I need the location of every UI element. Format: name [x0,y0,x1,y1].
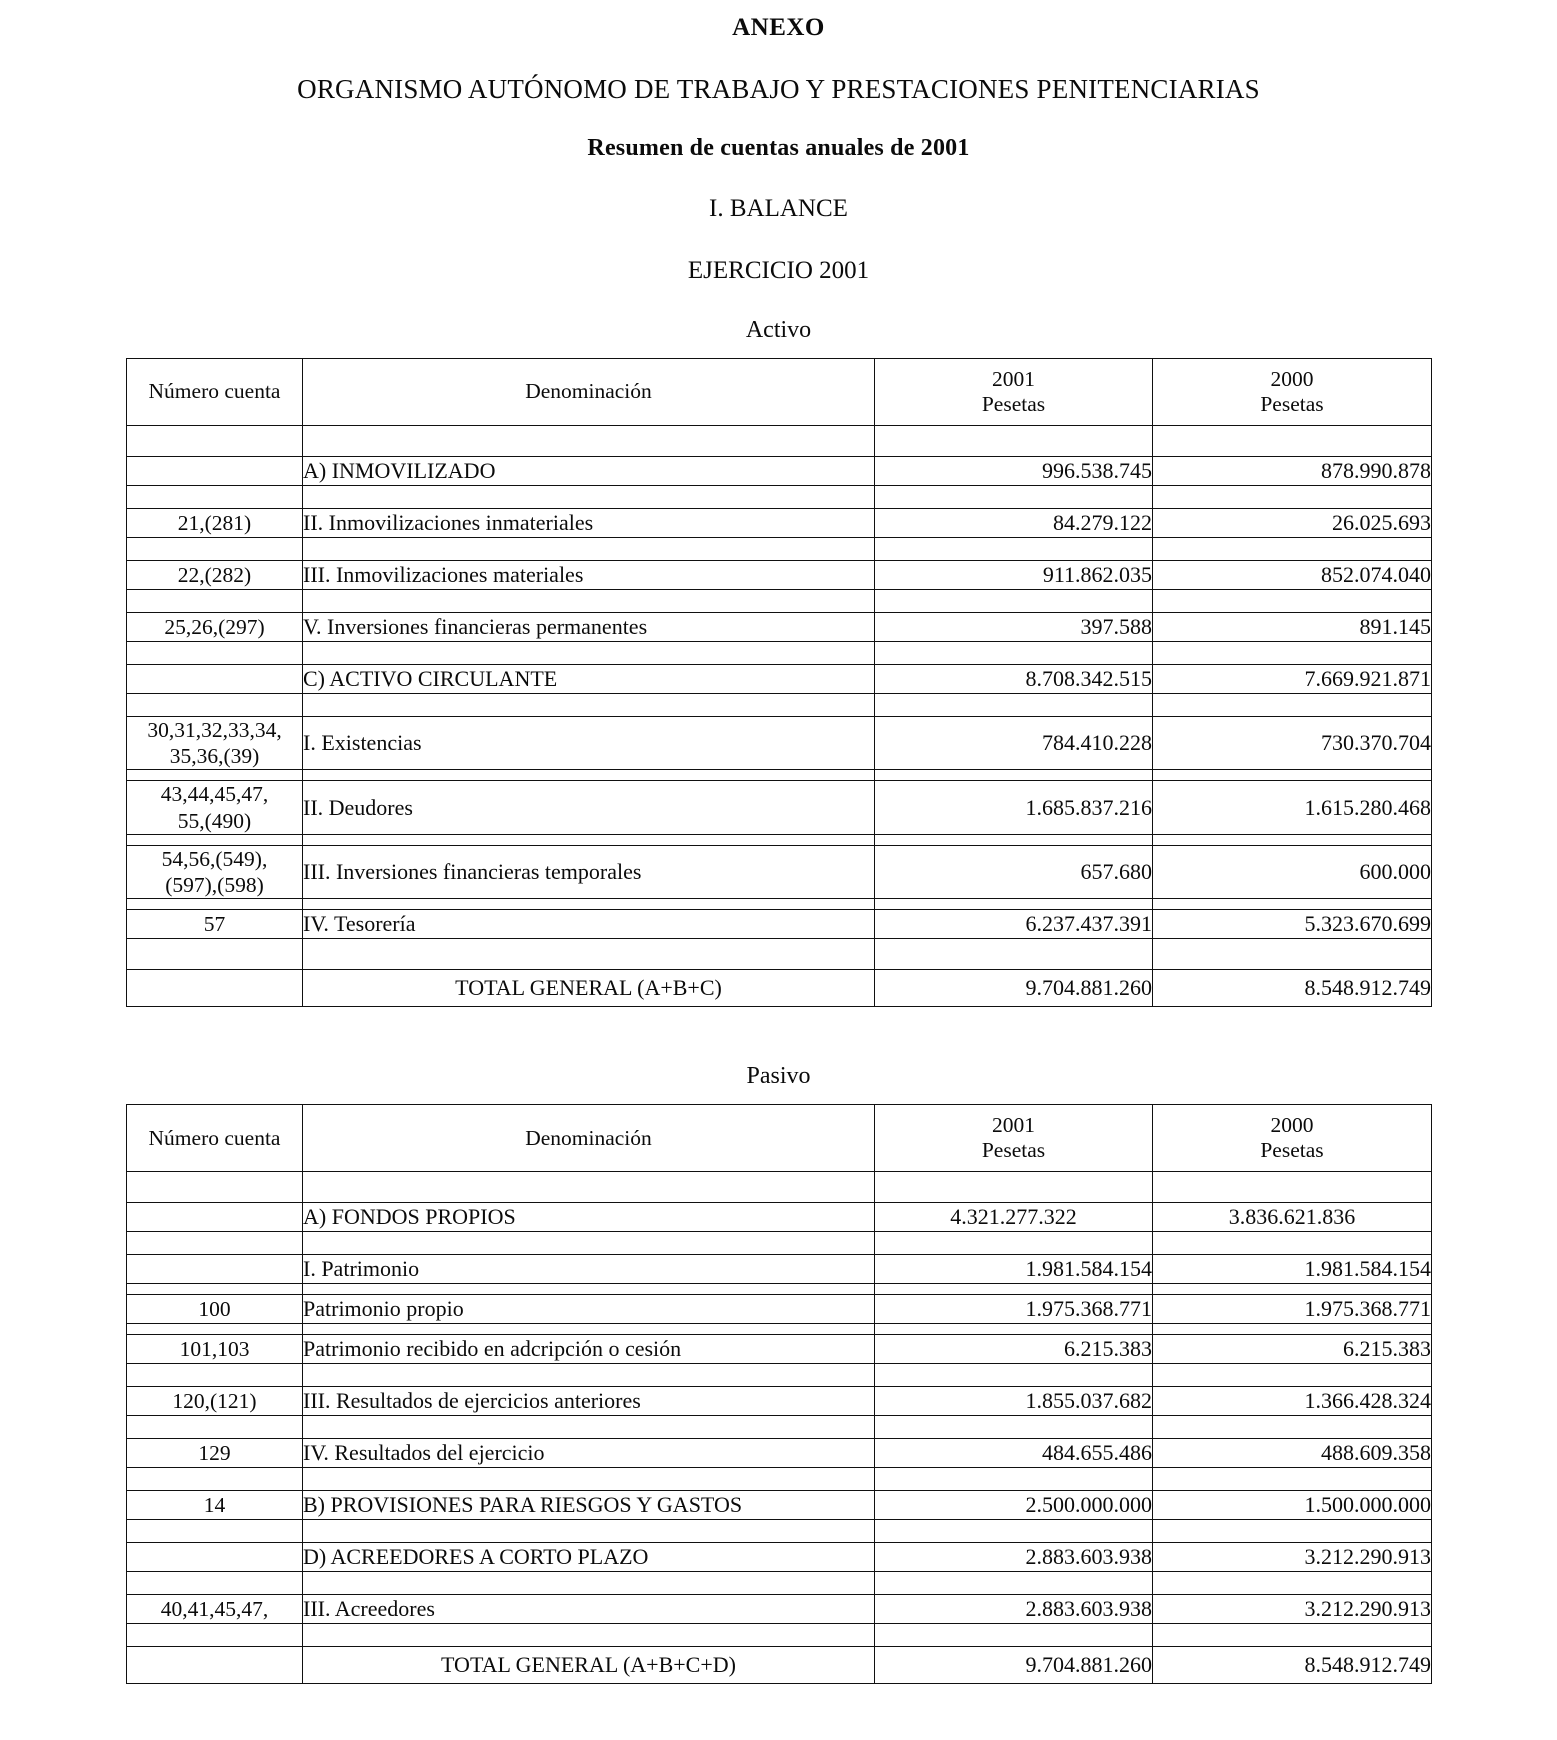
spacer-cell [1153,770,1432,781]
spacer-cell [303,1364,875,1387]
spacer-cell [127,1172,303,1203]
account-number-line: 35,36,(39) [169,744,260,769]
spacer-cell [303,1416,875,1439]
col-header-2000 [1153,359,1432,426]
spacer-cell [127,899,303,910]
value-2001-cell: 2.883.603.938 [875,1595,1153,1624]
pasivo-header-row [127,1105,1432,1172]
spacer-cell [875,1624,1153,1647]
value-2001-cell: 397.588 [875,613,1153,642]
value-2001-cell: 4.321.277.322 [875,1203,1153,1232]
value-2000-cell: 891.145 [1153,613,1432,642]
spacer-cell [875,1172,1153,1203]
total-label: TOTAL GENERAL (A+B+C+D) [303,1647,875,1684]
value-2001-cell: 2.883.603.938 [875,1543,1153,1572]
spacer-cell [875,1520,1153,1543]
col-header-2000-year: 2000 [1270,1112,1314,1137]
total-account-cell [127,1647,303,1684]
total-account-cell [127,970,303,1007]
value-2000-cell: 3.212.290.913 [1153,1595,1432,1624]
spacer-cell [1153,1172,1432,1203]
col-header-denominacion: Denominación [303,359,875,426]
spacer-cell [127,426,303,457]
value-2000-cell: 3.836.621.836 [1153,1203,1432,1232]
spacer-row [127,834,1432,845]
spacer-cell [303,1520,875,1543]
spacer-cell [875,1572,1153,1595]
table-row [127,509,1432,538]
total-row [127,970,1432,1007]
spacer-cell [875,899,1153,910]
value-2000-cell: 600.000 [1153,845,1432,898]
table-row [127,1335,1432,1364]
account-number-cell [127,781,303,834]
spacer-cell [1153,1324,1432,1335]
account-number-line: 54,56,(549), [161,846,268,871]
account-number-cell: 40,41,45,47, [127,1595,303,1624]
spacer-cell [1153,1364,1432,1387]
spacer-cell [127,939,303,970]
spacer-cell [303,486,875,509]
denomination-cell: II. Inmovilizaciones inmateriales [303,509,875,538]
spacer-cell [1153,1624,1432,1647]
col-header-numero-cuenta: Número cuenta [127,1105,303,1172]
spacer-cell [127,642,303,665]
denomination-cell: A) FONDOS PROPIOS [303,1203,875,1232]
spacer-cell [875,590,1153,613]
spacer-cell [875,694,1153,717]
spacer-cell [303,694,875,717]
spacer-cell [875,1416,1153,1439]
col-header-2000 [1153,1105,1432,1172]
col-header-2001-currency: Pesetas [981,392,1046,416]
account-number-cell: 21,(281) [127,509,303,538]
table-row [127,1203,1432,1232]
spacer-row [127,1172,1432,1203]
spacer-cell [1153,1232,1432,1255]
spacer-cell [303,899,875,910]
spacer-cell [1153,486,1432,509]
spacer-cell [1153,1520,1432,1543]
value-2000-cell: 852.074.040 [1153,561,1432,590]
denomination-cell: I. Patrimonio [303,1255,875,1284]
pasivo-table [126,1104,1432,1684]
spacer-cell [127,694,303,717]
value-2000-cell: 1.981.584.154 [1153,1255,1432,1284]
col-header-2000-currency: Pesetas [1260,392,1324,416]
spacer-cell [1153,1284,1432,1295]
table-row [127,665,1432,694]
activo-caption: Activo [745,317,812,343]
table-row [127,1543,1432,1572]
account-number-cell: 129 [127,1439,303,1468]
spacer-cell [1153,694,1432,717]
organization-title: ORGANISMO AUTÓNOMO DE TRABAJO Y PRESTACIONES PENITENCIARIAS [297,74,1260,104]
spacer-cell [875,538,1153,561]
spacer-cell [127,1520,303,1543]
spacer-cell [875,1364,1153,1387]
account-number-cell [127,457,303,486]
col-header-2001-currency: Pesetas [981,1138,1046,1163]
table-row [127,717,1432,770]
denomination-cell: B) PROVISIONES PARA RIESGOS Y GASTOS [303,1491,875,1520]
value-2000-cell: 26.025.693 [1153,509,1432,538]
spacer-cell [875,834,1153,845]
pasivo-table-head [127,1105,1432,1172]
col-header-denominacion: Denominación [303,1105,875,1172]
table-row [127,781,1432,834]
denomination-cell: III. Resultados de ejercicios anteriores [303,1387,875,1416]
account-number-cell: 100 [127,1295,303,1324]
account-number-line: 30,31,32,33,34, [147,718,282,742]
value-2001-cell: 484.655.486 [875,1439,1153,1468]
spacer-cell [127,1364,303,1387]
value-2000-cell: 488.609.358 [1153,1439,1432,1468]
table-row [127,1255,1432,1284]
denomination-cell: III. Inmovilizaciones materiales [303,561,875,590]
spacer-cell [127,834,303,845]
spacer-cell [303,1468,875,1491]
table-row [127,1595,1432,1624]
spacer-cell [1153,834,1432,845]
account-number-cell: 22,(282) [127,561,303,590]
account-number-cell [127,1203,303,1232]
spacer-cell [303,426,875,457]
spacer-cell [1153,1468,1432,1491]
value-2001-cell: 1.975.368.771 [875,1295,1153,1324]
account-number-cell: 14 [127,1491,303,1520]
col-header-2000-year: 2000 [1270,366,1314,391]
spacer-cell [1153,899,1432,910]
table-row [127,1295,1432,1324]
spacer-cell [303,590,875,613]
spacer-row [127,939,1432,970]
col-header-2001 [875,1105,1153,1172]
spacer-row [127,1572,1432,1595]
spacer-cell [303,538,875,561]
spacer-row [127,1624,1432,1647]
value-2000-cell: 7.669.921.871 [1153,665,1432,694]
spacer-cell [127,1232,303,1255]
account-number-cell [127,665,303,694]
total-2000: 8.548.912.749 [1153,970,1432,1007]
spacer-cell [1153,426,1432,457]
spacer-cell [127,1324,303,1335]
spacer-cell [875,1324,1153,1335]
table-row [127,561,1432,590]
spacer-cell [1153,642,1432,665]
denomination-cell: II. Deudores [303,781,875,834]
spacer-cell [127,1572,303,1595]
denomination-cell: Patrimonio recibido en adcripción o cesión [303,1335,875,1364]
denomination-cell: Patrimonio propio [303,1295,875,1324]
col-header-2001-year: 2001 [992,366,1035,391]
spacer-cell [127,486,303,509]
account-number-cell: 120,(121) [127,1387,303,1416]
value-2000-cell: 3.212.290.913 [1153,1543,1432,1572]
spacer-row [127,1232,1432,1255]
value-2000-cell: 1.500.000.000 [1153,1491,1432,1520]
activo-table-body [127,426,1432,1007]
pasivo-table-wrap [126,1104,1431,1684]
spacer-cell [875,1232,1153,1255]
subtitle-resumen: Resumen de cuentas anuales de 2001 [587,135,970,161]
value-2001-cell: 784.410.228 [875,717,1153,770]
denomination-cell: C) ACTIVO CIRCULANTE [303,665,875,694]
value-2000-cell: 1.366.428.324 [1153,1387,1432,1416]
value-2001-cell: 657.680 [875,845,1153,898]
value-2001-cell: 1.981.584.154 [875,1255,1153,1284]
spacer-row [127,899,1432,910]
page-title: ANEXO [732,14,825,41]
spacer-cell [1153,939,1432,970]
account-number-line: 55,(490) [177,808,252,833]
denomination-cell: V. Inversiones financieras permanentes [303,613,875,642]
spacer-cell [1153,538,1432,561]
table-row [127,1439,1432,1468]
denomination-cell: IV. Tesorería [303,910,875,939]
denomination-cell: I. Existencias [303,717,875,770]
spacer-row [127,1324,1432,1335]
spacer-row [127,1364,1432,1387]
activo-table-head [127,359,1432,426]
value-2000-cell: 1.615.280.468 [1153,781,1432,834]
value-2001-cell: 6.215.383 [875,1335,1153,1364]
value-2001-cell: 84.279.122 [875,509,1153,538]
total-2000: 8.548.912.749 [1153,1647,1432,1684]
col-header-2001 [875,359,1153,426]
table-gap [0,1007,1557,1063]
account-number-cell [127,1543,303,1572]
value-2001-cell: 1.855.037.682 [875,1387,1153,1416]
total-2001: 9.704.881.260 [875,970,1153,1007]
value-2001-cell: 1.685.837.216 [875,781,1153,834]
value-2000-cell: 878.990.878 [1153,457,1432,486]
value-2001-cell: 996.538.745 [875,457,1153,486]
spacer-cell [303,834,875,845]
table-row [127,1491,1432,1520]
spacer-cell [875,426,1153,457]
account-number-cell [127,1255,303,1284]
spacer-cell [875,939,1153,970]
denomination-cell: A) INMOVILIZADO [303,457,875,486]
activo-table [126,358,1432,1007]
spacer-cell [875,770,1153,781]
table-row [127,613,1432,642]
col-header-numero-cuenta: Número cuenta [127,359,303,426]
pasivo-table-body [127,1172,1432,1684]
table-row [127,910,1432,939]
spacer-cell [875,1468,1153,1491]
spacer-cell [127,538,303,561]
account-number-cell: 57 [127,910,303,939]
table-row [127,1387,1432,1416]
spacer-cell [303,642,875,665]
spacer-row [127,642,1432,665]
total-row [127,1647,1432,1684]
value-2001-cell: 8.708.342.515 [875,665,1153,694]
spacer-cell [303,1284,875,1295]
section-ejercicio: EJERCICIO 2001 [687,257,870,284]
spacer-row [127,426,1432,457]
spacer-cell [127,1284,303,1295]
value-2001-cell: 2.500.000.000 [875,1491,1153,1520]
spacer-row [127,1520,1432,1543]
denomination-cell: III. Inversiones financieras temporales [303,845,875,898]
value-2000-cell: 730.370.704 [1153,717,1432,770]
spacer-cell [875,1284,1153,1295]
value-2001-cell: 6.237.437.391 [875,910,1153,939]
table-row [127,845,1432,898]
spacer-row [127,770,1432,781]
total-label: TOTAL GENERAL (A+B+C) [303,970,875,1007]
spacer-row [127,590,1432,613]
denomination-cell: III. Acreedores [303,1595,875,1624]
pasivo-caption: Pasivo [746,1063,811,1090]
value-2000-cell: 1.975.368.771 [1153,1295,1432,1324]
denomination-cell: IV. Resultados del ejercicio [303,1439,875,1468]
col-header-2001-year: 2001 [992,1112,1035,1137]
value-2001-cell: 911.862.035 [875,561,1153,590]
denomination-cell: D) ACREEDORES A CORTO PLAZO [303,1543,875,1572]
spacer-cell [303,1232,875,1255]
account-number-cell: 101,103 [127,1335,303,1364]
spacer-cell [127,1468,303,1491]
spacer-cell [875,486,1153,509]
spacer-cell [127,1624,303,1647]
spacer-row [127,1468,1432,1491]
section-balance-title: I. BALANCE [709,195,848,222]
spacer-cell [875,642,1153,665]
spacer-cell [303,1624,875,1647]
account-number-cell: 25,26,(297) [127,613,303,642]
spacer-cell [1153,1572,1432,1595]
total-2001: 9.704.881.260 [875,1647,1153,1684]
spacer-row [127,1284,1432,1295]
account-number-cell [127,845,303,898]
value-2000-cell: 5.323.670.699 [1153,910,1432,939]
activo-header-row [127,359,1432,426]
spacer-row [127,486,1432,509]
spacer-cell [303,770,875,781]
activo-table-wrap [126,358,1431,1007]
col-header-2000-currency: Pesetas [1260,1138,1324,1163]
spacer-cell [303,1324,875,1335]
spacer-row [127,1416,1432,1439]
account-number-cell [127,717,303,770]
spacer-row [127,694,1432,717]
spacer-cell [1153,590,1432,613]
table-row [127,457,1432,486]
spacer-cell [1153,1416,1432,1439]
spacer-cell [127,1416,303,1439]
spacer-cell [127,590,303,613]
spacer-cell [303,939,875,970]
spacer-cell [303,1172,875,1203]
spacer-cell [127,770,303,781]
spacer-row [127,538,1432,561]
account-number-line: (597),(598) [165,873,264,898]
account-number-line: 43,44,45,47, [160,782,269,807]
document-page [0,14,1557,1740]
spacer-cell [303,1572,875,1595]
value-2000-cell: 6.215.383 [1153,1335,1432,1364]
